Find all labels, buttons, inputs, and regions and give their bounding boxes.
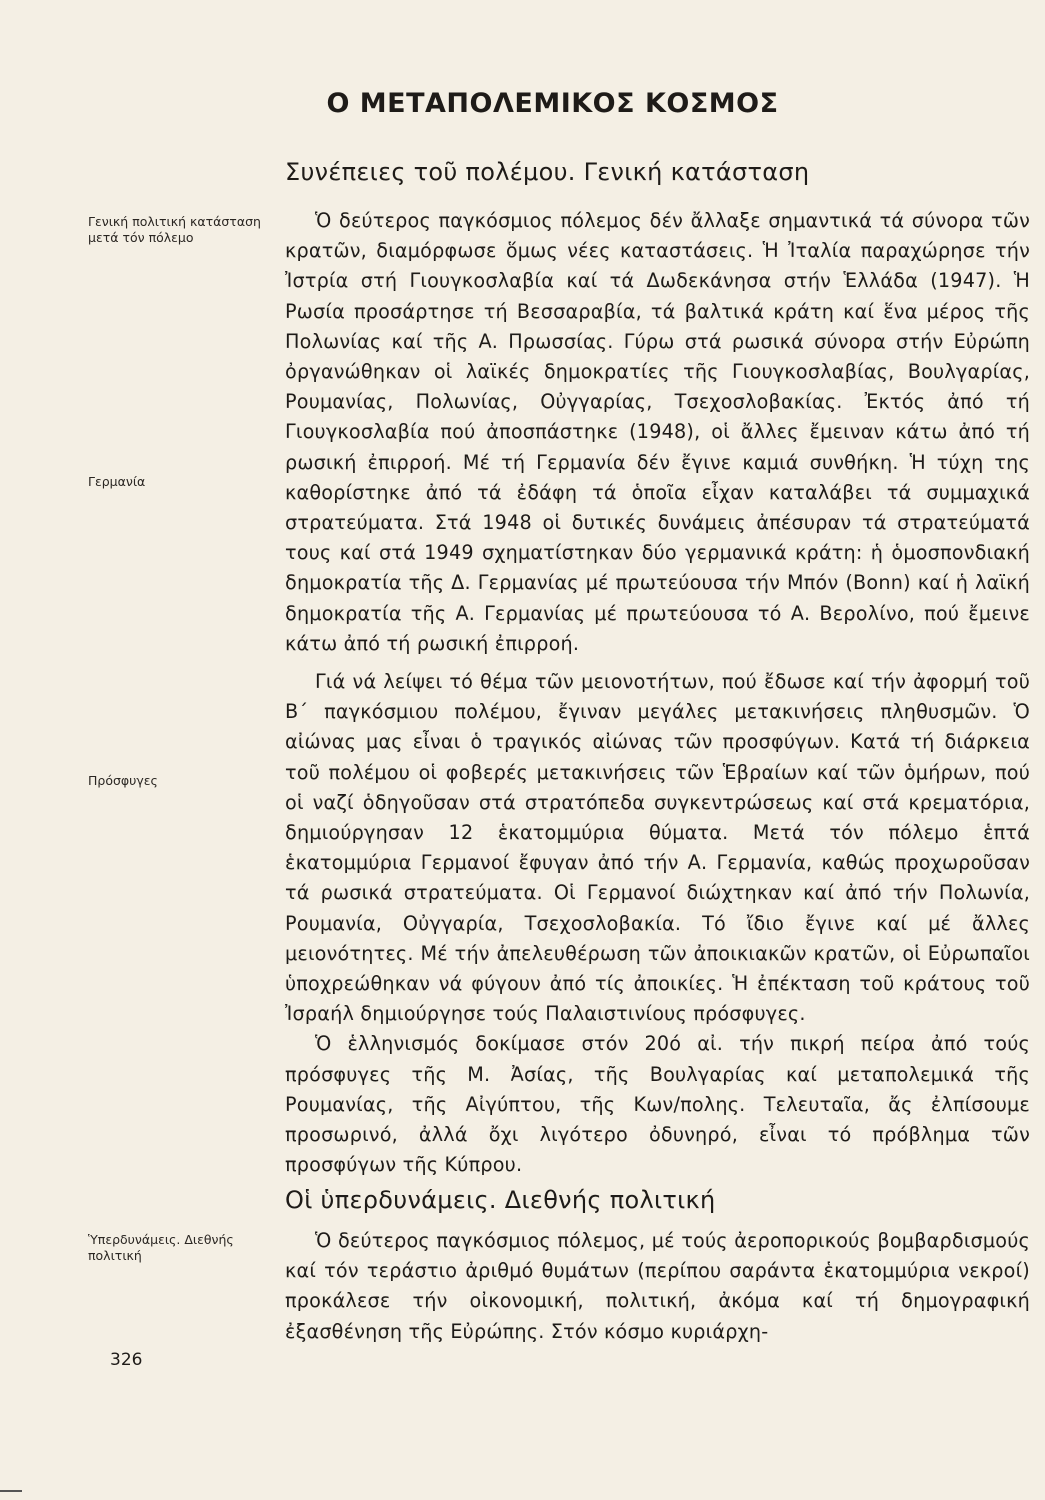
section-body-superpowers xyxy=(285,1226,1030,1347)
section-title-consequences: Συνέπειες τοῦ πολέμου. Γενική κατάσταση xyxy=(285,158,810,186)
margin-note-general-situation: Γενική πολιτική κατάσταση μετά τόν πόλεμο xyxy=(88,214,261,245)
paragraph: Ὁ δεύτερος παγκόσμιος πόλεμος δέν ἄλλαξε σημαντικά τά σύνορα τῶν κρατῶν, διαμόρφωσε ὅμως νέες καταστάσεις. Ἡ Ἰταλία παραχώρησε τήν Ἰστρία στή Γιουγκοσλαβία καί τά Δωδεκάνησα στήν Ἑλλάδα (1947). Ἡ Ρωσία προσάρτησε τή Βεσσαραβία, τά βαλτικά κράτη καί ἕνα μέρος τῆς Πολωνίας καί τῆς Α. Πρωσσίας. Γύρω στά ρωσικά σύνορα στήν Εὐρώπη ὀργανώθηκαν οἱ λαϊκές δημοκρατίες τῆς Γιουγκοσλαβίας, Βουλγαρίας, Ρουμανίας, Πολωνίας, Οὐγγαρίας, Τσεχοσλοβακίας. Ἐκτός ἀπό τή Γιουγκοσλαβία πού ἀποσπάστηκε (1948), οἱ ἄλλες ἔμειναν κάτω ἀπό τή ρωσική ἐπιρροή. Μέ τή Γερμανία δέν ἔγινε καμιά συνθήκη. Ἡ τύχη της καθορίστηκε ἀπό τά ἐδάφη τά ὁποῖα εἶχαν καταλάβει τά συμμαχικά στρατεύματα. Στά 1948 οἱ δυτικές δυνάμεις ἀπέσυραν τά στρατεύματά τους καί στά 1949 σχηματίστηκαν δύο γερμανικά κράτη: ἡ ὁμοσπονδιακή δημοκρατία τῆς Δ. Γερμανίας μέ πρωτεύουσα τήν Μπόν (Bonn) καί ἡ λαϊκή δημοκρατία τῆς Α. Γερμανίας μέ πρωτεύουσα τό Α. Βερολίνο, πού ἔμεινε κάτω ἀπό τή ρωσική ἐπιρροή. xyxy=(285,209,1030,655)
page-number: 326 xyxy=(110,1350,143,1370)
scan-edge-mark xyxy=(0,1490,22,1492)
chapter-title: Ο ΜΕΤΑΠΟΛΕΜΙΚΟΣ ΚΟΣΜΟΣ xyxy=(326,88,779,119)
paragraph: Ὁ δεύτερος παγκόσμιος πόλεμος, μέ τούς ἀεροπορικούς βομβαρδισμούς καί τόν τεράστιο ἀριθμό θυμάτων (περίπου σαράντα ἑκατομμύρια νεκροί) προκάλεσε τήν οἰκονομική, πολιτική, ἀκόμα καί τή δημογραφική ἐξασθένηση τῆς Εὐρώπης. Στόν κόσμο κυριάρχη- xyxy=(285,1229,1030,1343)
section-title-superpowers: Οἱ ὑπερδυνάμεις. Διεθνής πολιτική xyxy=(285,1186,716,1214)
paragraph: Γιά νά λείψει τό θέμα τῶν μειονοτήτων, πού ἔδωσε καί τήν ἀφορμή τοῦ Β΄ παγκόσμιου πολέμου, ἔγιναν μεγάλες μετακινήσεις πληθυσμῶν. Ὁ αἰώνας μας εἶναι ὁ τραγικός αἰώνας τῶν προσφύγων. Κατά τή διάρκεια τοῦ πολέμου οἱ φοβερές μετακινήσεις τῶν Ἑβραίων καί τῶν ὁμήρων, πού οἱ ναζί ὁδηγοῦσαν στά στρατόπεδα συγκεντρώσεως καί στά κρεματόρια, δημιούργησαν 12 ἑκατομμύρια θύματα. Μετά τόν πόλεμο ἑπτά ἑκατομμύρια Γερμανοί ἔφυγαν ἀπό τήν Α. Γερμανία, καθώς προχωροῦσαν τά ρωσικά στρατεύματα. Οἱ Γερμανοί διώχτηκαν καί ἀπό τήν Πολωνία, Ρουμανία, Οὐγγαρία, Τσεχοσλοβακία. Τό ἴδιο ἔγινε καί μέ ἄλλες μειονότητες. Μέ τήν ἀπελευθέρωση τῶν ἀποικιακῶν κρατῶν, οἱ Εὐρωπαῖοι ὑποχρεώθηκαν νά φύγουν ἀπό τίς ἀποικίες. Ἡ ἐπέκταση τοῦ κράτους τοῦ Ἰσραήλ δημιούργησε τούς Παλαιστινίους πρόσφυγες. xyxy=(285,670,1030,1026)
margin-note-germany: Γερμανία xyxy=(88,474,146,489)
margin-note-refugees: Πρόσφυγες xyxy=(88,773,158,788)
section-body-consequences xyxy=(285,206,1030,1181)
paragraph: Ὁ ἑλληνισμός δοκίμασε στόν 20ό αἰ. τήν πικρή πείρα ἀπό τούς πρόσφυγες τῆς Μ. Ἀσίας, τῆς Βουλγαρίας καί μεταπολεμικά τῆς Ρουμανίας, τῆς Αἰγύπτου, τῆς Κων/πολης. Τελευταῖα, ἄς ἐλπίσουμε προσωρινό, ἀλλά ὄχι λιγότερο ὀδυνηρό, εἶναι τό πρόβλημα τῶν προσφύγων τῆς Κύπρου. xyxy=(285,1032,1030,1177)
margin-note-superpowers: Ὑπερδυνάμεις. Διεθνής πολιτική xyxy=(88,1232,234,1263)
